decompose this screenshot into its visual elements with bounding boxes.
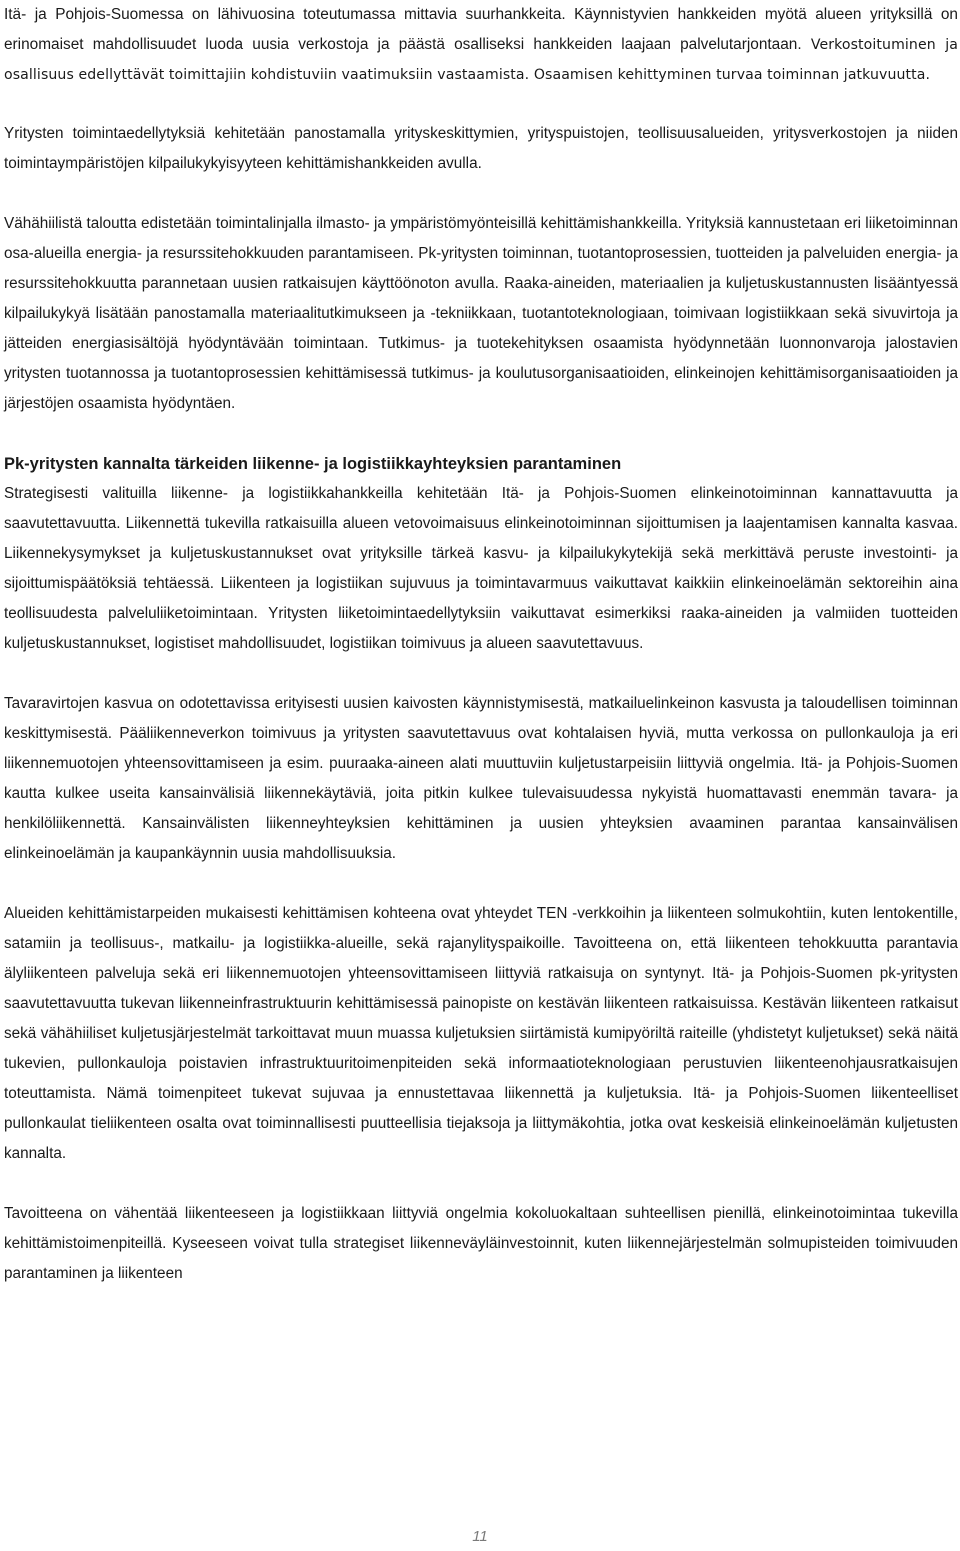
paragraph-regional-needs: Alueiden kehittämistarpeiden mukaisesti kehittämisen kohteena ovat yhteydet TEN -verkkoihin ja liikenteen solmukohtiin, kuten lentokentille, satamiin ja teollisuus-, matkailu- ja logistiikka-alueille, sekä rajanylityspaikoille. Tavoitteena on, että liikenteen tehokkuutta parantavia älyliikenteen palveluja sekä eri liikennemuotojen yhteensovittamiseen liittyviä ratkaisuja on syntynyt. Itä- ja Pohjois-Suomen pk-yritysten saavutettavuutta tukevan liikenneinfrastruktuurin kehittämisessä painopiste on kestävän liikenteen ratkaisuissa. Kestävän liikenteen ratkaisut sekä vähähiiliset kuljetusjärjestelmät tarkoittavat muun muassa kuljetuksien siirtämistä kumipyöriltä raiteille (yhdistetyt kuljetukset) sekä näitä tukevien, pullonkauloja poistavien infrastruktuuritoimenpiteiden sekä informaatioteknologiaan perustuvien liikenteenohjausratkaisujen toteuttamista. Nämä toimenpiteet tukevat sujuvaa ja ennustettavaa liikennettä ja kuljetuksia. Itä- ja Pohjois-Suomen liikenteelliset pullonkaulat tieliikenteen osalta ovat toiminnallisesti puutteellisia tiejaksoja ja liittymäkohtia, jotka ovat keskeisiä elinkeinoelämän kuljetusten kannalta. (4, 905, 958, 1162)
paragraph-operating-conditions: Yritysten toimintaedellytyksiä kehitetään panostamalla yrityskeskittymien, yrityspuistojen, teollisuusalueiden, yritysverkostojen ja niiden toimintaympäristöjen kilpailukykyisyyteen kehittämishankkeiden avulla. (4, 125, 958, 172)
intro-paragraph-part-2: Verkostoituminen ja osallisuus edellyttävät toimittajiin kohdistuviin vaatimuksiin vastaamista. Osaamisen kehittyminen turvaa toiminnan jatkuvuutta. (4, 37, 958, 83)
intro-paragraph-part-1: Itä- ja Pohjois-Suomessa on lähivuosina toteutumassa mittavia suurhankkeita. Käynnistyvien hankkeiden myötä alueen yrityksillä on erinomaiset mahdollisuudet luoda uusia verkostoja ja päästä osalliseksi hankkeiden laajaan palvelutarjontaan. (4, 6, 958, 53)
paragraph-transport-strategy: Strategisesti valituilla liikenne- ja logistiikkahankkeilla kehitetään Itä- ja Pohjois-Suomen elinkeinotoiminnan kannattavuutta ja saavutettavuutta. Liikennettä tukevilla ratkaisuilla alueen vetovoimaisuus elinkeinotoiminnan sijoittumisen ja laajentamisen kannalta kasvaa. Liikennekysymykset ja kuljetuskustannukset ovat yrityksille tärkeä kasvu- ja kilpailukykytekijä sekä merkittävä peruste investointi- ja sijoittumispäätöksiä tehtäessä. Liikenteen ja logistiikan sujuvuus ja toimintavarmuus vaikuttavat kaikkiin elinkeinoelämän sektoreihin aina teollisuudesta palveluliiketoimintaan. Yritysten liiketoimintaedellytyksiin vaikuttavat esimerkiksi raaka-aineiden ja valmiiden tuotteiden kuljetuskustannukset, logistiset mahdollisuudet, logistiikan toimivuus ja alueen saavutettavuus. (4, 485, 958, 652)
paragraph-freight-flows: Tavaravirtojen kasvua on odotettavissa erityisesti uusien kaivosten käynnistymisestä, matkailuelinkeinon kasvusta ja taloudellisen toiminnan keskittymisestä. Pääliikenneverkon toimivuus ja yritysten saavutettavuus ovat kohtalaisen hyviä, mutta verkossa on pullonkauloja ja eri liikennemuotojen yhteensovittamiseen ja esim. puuraaka-aineen alati muuttuviin kuljetustarpeisiin liittyviä ongelmia. Itä- ja Pohjois-Suomen kautta kulkee useita kansainvälisiä liikennekäytäviä, joita pitkin kulkee tulevaisuudessa nykyistä huomattavasti enemmän tavara- ja henkilöliikennettä. Kansainvälisten liikenneyhteyksien kehittäminen ja uusien yhteyksien avaaminen parantaa kansainvälisen elinkeinoelämän ja kaupankäynnin uusia mahdollisuuksia. (4, 695, 958, 862)
paragraph-low-carbon: Vähähiilistä taloutta edistetään toimintalinjalla ilmasto- ja ympäristömyönteisillä kehittämishankkeilla. Yrityksiä kannustetaan eri liiketoiminnan osa-alueilla energia- ja resurssitehokkuuden parantamiseen. Pk-yritysten toiminnan, tuotantoprosessien, tuotteiden ja palveluiden energia- ja resurssitehokkuutta parannetaan uusien ratkaisujen käyttöönoton avulla. Raaka-aineiden, materiaalien ja kuljetuskustannusten lisääntyessä kilpailukykyä lisätään panostamalla materiaalitutkimukseen ja -tekniikkaan, tuotantoteknologiaan, toimivaan logistiikkaan sekä sivuvirtoja ja jätteiden energiasisältöjä hyödyntävään toimintaan. Tutkimus- ja tuotekehityksen osaamista hyödynnetään luonnonvaroja jalostavien yritysten tuotannossa ja tuotantoprosessien kehittämisessä tutkimus- ja koulutusorganisaatioiden, elinkeinojen kehittämisorganisaatioiden ja järjestöjen osaamista hyödyntäen. (4, 215, 958, 412)
section-heading-transport: Pk-yritysten kannalta tärkeiden liikenne- ja logistiikkayhteyksien parantaminen (4, 455, 622, 473)
intro-paragraph (4, 0, 958, 90)
paragraph-goal: Tavoitteena on vähentää liikenteeseen ja logistiikkaan liittyviä ongelmia kokoluokaltaan suhteellisen pienillä, elinkeinotoimintaa tukevilla kehittämistoimenpiteillä. Kyseeseen voivat tulla strategiset liikenneväyläinvestoinnit, kuten liikennejärjestelmän solmupisteiden toimivuuden parantaminen ja liikenteen (4, 1205, 958, 1282)
page-number: 11 (472, 1528, 488, 1545)
document-page (4, 0, 958, 1289)
